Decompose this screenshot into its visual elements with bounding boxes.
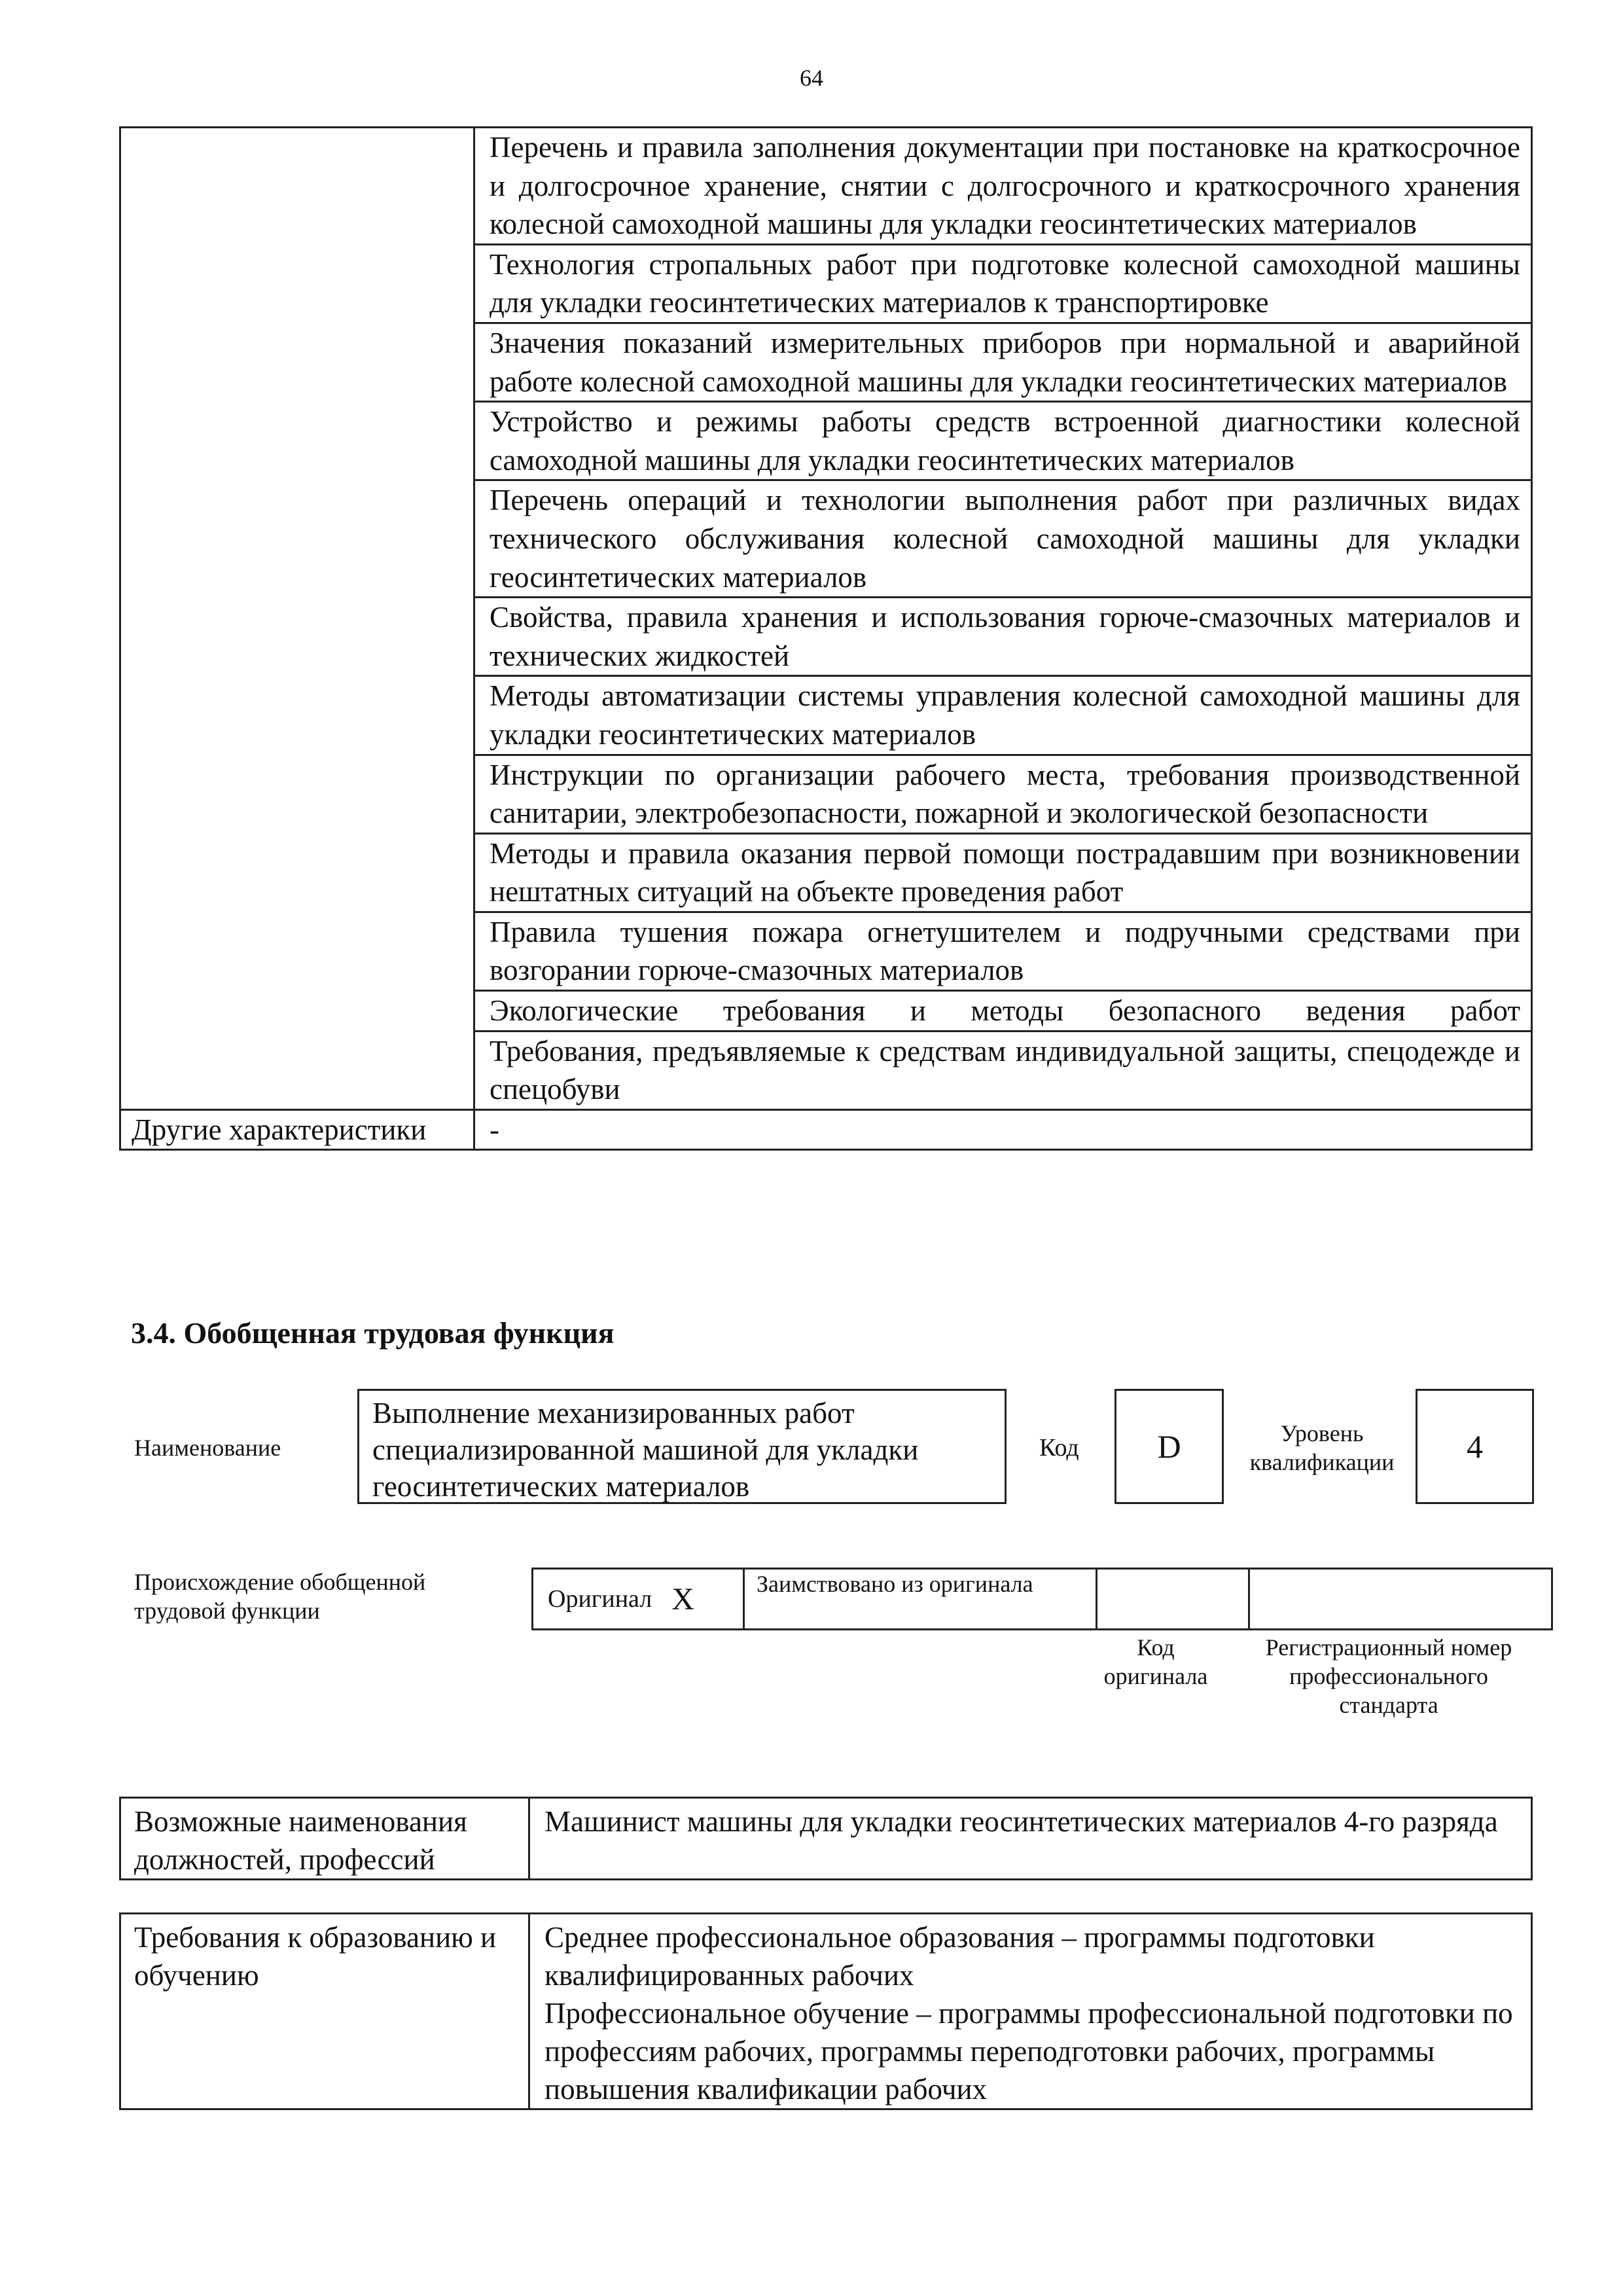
function-name-box: Выполнение механизированных работ специализированной машиной для укладки геосинтетических материалов bbox=[357, 1389, 1007, 1504]
knowledge-table bbox=[119, 126, 1533, 1151]
name-label: Наименование bbox=[134, 1435, 281, 1461]
table-row bbox=[120, 1914, 1532, 2109]
borrowed-cell: Заимствовано из оригинала bbox=[744, 1569, 1097, 1630]
knowledge-item: Перечень и правила заполнения документации при постановке на краткосрочное и долгосрочное хранение, снятии с долгосрочного и краткосрочного хранения колесной самоходной машины для укладки геосинтетических материалов bbox=[474, 128, 1532, 245]
other-characteristics-label: Другие характеристики bbox=[120, 1109, 474, 1150]
qualification-level-label: Уровень квалификации bbox=[1249, 1420, 1395, 1475]
code-label: Код bbox=[1039, 1434, 1079, 1462]
page-number: 64 bbox=[800, 65, 823, 91]
qualification-level-box: 4 bbox=[1416, 1389, 1534, 1504]
table-row bbox=[120, 128, 1532, 245]
knowledge-item: Требования, предъявляемые к средствам индивидуальной защиты, спецодежде и спецобуви bbox=[474, 1031, 1532, 1109]
knowledge-item: Правила тушения пожара огнетушителем и подручными средствами при возгорании горюче-смазочных материалов bbox=[474, 912, 1532, 990]
other-characteristics-value: - bbox=[474, 1109, 1532, 1150]
knowledge-item: Экологические требования и методы безопасного ведения работ bbox=[474, 991, 1532, 1031]
positions-value: Машинист машины для укладки геосинтетических материалов 4-го разряда bbox=[529, 1798, 1532, 1880]
knowledge-item: Устройство и режимы работы средств встроенной диагностики колесной самоходной машины для укладки геосинтетических материалов bbox=[474, 402, 1532, 480]
code-original-cell bbox=[1097, 1569, 1249, 1630]
origin-label: Происхождение обобщенной трудовой функции bbox=[134, 1569, 426, 1624]
original-mark: X bbox=[671, 1581, 694, 1617]
positions-table bbox=[119, 1797, 1533, 1880]
reg-number-cell bbox=[1249, 1569, 1552, 1630]
table-row bbox=[120, 1798, 1532, 1880]
code-value-box: D bbox=[1115, 1389, 1224, 1504]
knowledge-item: Свойства, правила хранения и использования горюче-смазочных материалов и технических жидкостей bbox=[474, 598, 1532, 676]
origin-table bbox=[531, 1568, 1553, 1630]
education-table bbox=[119, 1912, 1533, 2110]
table-row bbox=[533, 1569, 1552, 1630]
original-label: Оригинал bbox=[548, 1585, 652, 1613]
knowledge-item: Методы автоматизации системы управления колесной самоходной машины для укладки геосинтетических материалов bbox=[474, 676, 1532, 755]
education-line-2: Профессиональное обучение – программы профессиональной подготовки по профессиям рабочих, программы переподготовки рабочих, программы повышения квалификации рабочих bbox=[544, 1997, 1513, 2106]
knowledge-item: Методы и правила оказания первой помощи пострадавшим при возникновении нештатных ситуаций на объекте проведения работ bbox=[474, 833, 1532, 912]
table-row bbox=[120, 1109, 1532, 1150]
knowledge-item: Перечень операций и технологии выполнения работ при различных видах технического обслуживания колесной самоходной машины для укладки геосинтетических материалов bbox=[474, 480, 1532, 598]
education-line-1: Среднее профессиональное образования – программы подготовки квалифицированных рабочих bbox=[544, 1921, 1375, 1992]
knowledge-item: Инструкции по организации рабочего места, требования производственной санитарии, электробезопасности, пожарной и экологической безопасности bbox=[474, 755, 1532, 833]
section-title: 3.4. Обобщенная трудовая функция bbox=[131, 1316, 615, 1350]
knowledge-item: Значения показаний измерительных приборов при нормальной и аварийной работе колесной самоходной машины для укладки геосинтетических материалов bbox=[474, 323, 1532, 401]
positions-label: Возможные наименования должностей, профессий bbox=[120, 1798, 529, 1880]
code-original-caption: Код оригинала bbox=[1103, 1634, 1208, 1689]
education-value bbox=[529, 1914, 1532, 2109]
reg-number-caption: Регистрационный номер профессионального стандарта bbox=[1265, 1634, 1512, 1718]
knowledge-label-cell bbox=[120, 128, 474, 1110]
original-cell bbox=[533, 1569, 744, 1630]
education-label: Требования к образованию и обучению bbox=[120, 1914, 529, 2109]
knowledge-item: Технология стропальных работ при подготовке колесной самоходной машины для укладки геосинтетических материалов к транспортировке bbox=[474, 244, 1532, 323]
